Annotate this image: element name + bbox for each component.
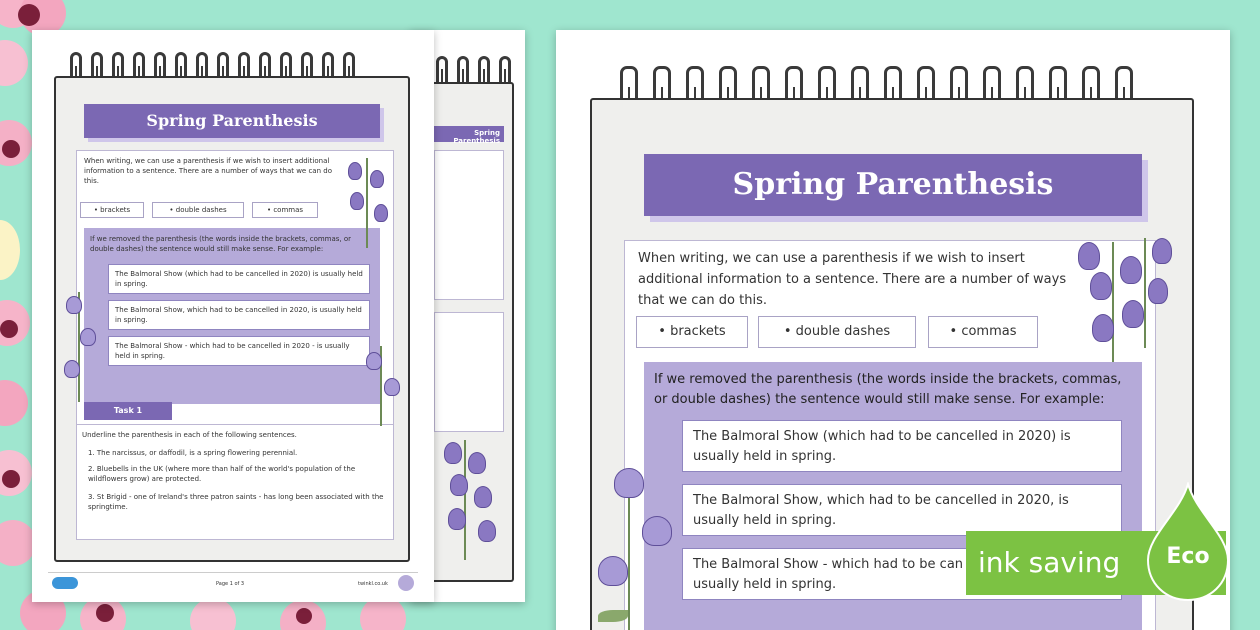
task-item: 3. St Brigid - one of Ireland's three patron saints - has long been associated with the springtime. <box>88 493 384 511</box>
intro-text: When writing, we can use a parenthesis if we wish to insert additional information to a sentence. There are a number of ways that we can do this. <box>638 251 1067 308</box>
eco-label: Eco <box>1166 544 1210 569</box>
example-brackets: The Balmoral Show (which had to be cancelled in 2020) is usually held in spring. <box>682 420 1122 472</box>
harebell-illustration <box>58 288 104 408</box>
eco-drop-icon <box>1146 482 1230 602</box>
twinkl-logo-icon <box>52 577 78 589</box>
task-label: Task 1 <box>84 402 172 420</box>
page-title: Spring Parenthesis <box>84 104 380 138</box>
footer-brand: twinkl.co.uk <box>358 581 388 587</box>
bluebell-illustration <box>434 430 510 570</box>
back-page-title: Spring Parenthesis <box>434 126 504 142</box>
task-item: 2. Bluebells in the UK (where more than half of the world's population of the wildflowers grow) are protected. <box>88 465 356 483</box>
page-footer <box>48 572 418 594</box>
intro-text: When writing, we can use a parenthesis if we wish to insert additional information to a sentence. There are a number of ways that we can do this. <box>84 157 332 185</box>
worksheet-page-front <box>32 30 434 602</box>
option-double-dashes: • double dashes <box>758 316 916 348</box>
example-commas: The Balmoral Show, which had to be cancelled in 2020, is usually held in spring. <box>108 300 370 330</box>
option-commas: • commas <box>928 316 1038 348</box>
option-brackets: • brackets <box>80 202 144 218</box>
example-brackets: The Balmoral Show (which had to be cancelled in 2020) is usually held in spring. <box>108 264 370 294</box>
option-commas: • commas <box>252 202 318 218</box>
harebell-illustration <box>592 460 682 630</box>
example-dashes: The Balmoral Show - which had to be cancelled in 2020 - is usually held in spring. <box>108 336 370 366</box>
example-commas: The Balmoral Show, which had to be cancelled in 2020, is usually held in spring. <box>682 484 1122 536</box>
option-brackets: • brackets <box>636 316 748 348</box>
bluebell-illustration <box>1072 234 1172 364</box>
ink-saving-label: ink saving <box>978 546 1121 579</box>
badge-icon <box>398 575 414 591</box>
page-number: Page 1 of 3 <box>216 581 245 587</box>
example-dashes: The Balmoral Show - which had to be can usually held in spring. <box>682 548 1122 600</box>
task-item: 1. The narcissus, or daffodil, is a spring flowering perennial. <box>88 449 298 457</box>
bluebell-illustration <box>340 152 396 252</box>
explain-text: If we removed the parenthesis (the words inside the brackets, commas, or double dashes) the sentence would still make sense. For example: <box>654 372 1122 407</box>
explain-text: If we removed the parenthesis (the words inside the brackets, commas, or double dashes) the sentence would still make sense. For example: <box>90 235 352 253</box>
page-title: Spring Parenthesis <box>644 154 1142 216</box>
option-double-dashes: • double dashes <box>152 202 244 218</box>
task-intro: Underline the parenthesis in each of the following sentences. <box>82 431 297 439</box>
harebell-illustration <box>358 342 408 426</box>
